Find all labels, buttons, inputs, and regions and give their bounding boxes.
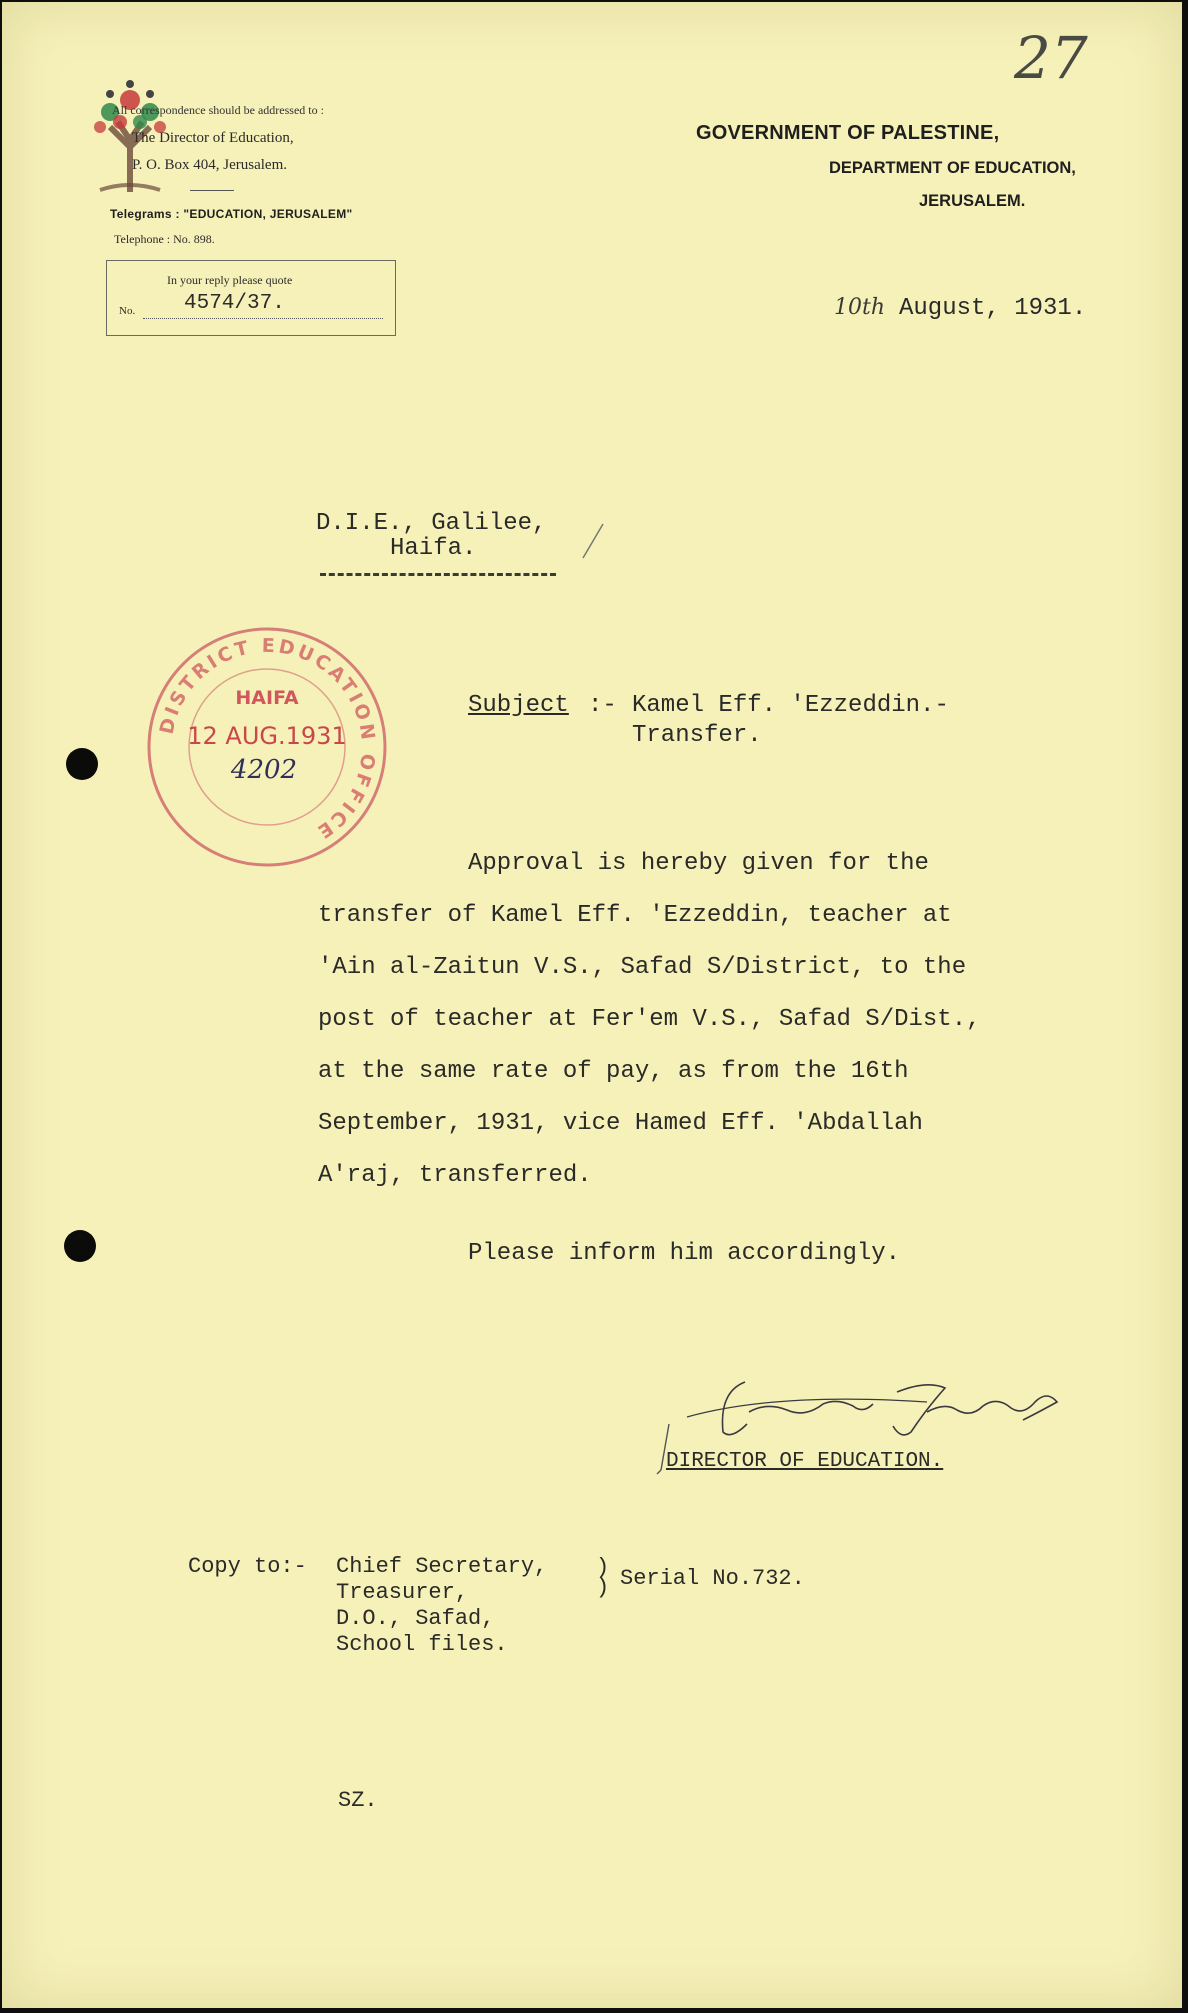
reference-number-label: No. bbox=[119, 305, 136, 317]
letter-sheet bbox=[2, 2, 1182, 2008]
body-line: post of teacher at Fer'em V.S., Safad S/Dist., bbox=[318, 1006, 981, 1033]
letterhead-pobox: P. O. Box 404, Jerusalem. bbox=[132, 157, 287, 173]
date-day-handwritten: 10th bbox=[834, 295, 886, 320]
copy-to-recipient: School files. bbox=[336, 1632, 508, 1657]
government-title: GOVERNMENT OF PALESTINE, bbox=[696, 122, 1000, 144]
reference-caption: In your reply please quote bbox=[167, 273, 293, 287]
department-title: DEPARTMENT OF EDUCATION, bbox=[829, 159, 1076, 177]
stamp-date: 12 AUG.1931 bbox=[187, 722, 347, 750]
body-line: A'raj, transferred. bbox=[318, 1162, 592, 1189]
punch-hole bbox=[64, 1230, 96, 1262]
pencil-tick-mark bbox=[577, 522, 607, 562]
reference-dotted-line bbox=[143, 318, 383, 319]
body-line: September, 1931, vice Hamed Eff. 'Abdallah bbox=[318, 1110, 923, 1137]
department-city: JERUSALEM. bbox=[919, 192, 1026, 210]
letterhead-telegrams: Telegrams : "EDUCATION, JERUSALEM" bbox=[110, 207, 353, 221]
stamp-city: HAIFA bbox=[235, 687, 299, 709]
recipient-line-1: D.I.E., Galilee, bbox=[316, 510, 547, 537]
copy-to-label: Copy to:- bbox=[188, 1554, 307, 1579]
copy-to-recipient: D.O., Safad, bbox=[336, 1606, 495, 1631]
letterhead-director: The Director of Education, bbox=[132, 130, 294, 146]
letterhead-telephone: Telephone : No. 898. bbox=[114, 232, 215, 246]
typist-initials: SZ. bbox=[338, 1788, 378, 1813]
recipient-dashed-rule bbox=[320, 573, 556, 576]
letterhead-addressee-note: All correspondence should be addressed to : bbox=[112, 103, 324, 117]
body-closing-line: Please inform him accordingly. bbox=[468, 1240, 901, 1267]
signature-title: DIRECTOR OF EDUCATION. bbox=[666, 1450, 944, 1473]
subject-separator: :- bbox=[588, 692, 617, 719]
recipient-line-2: Haifa. bbox=[390, 535, 477, 562]
copy-to-recipient: Treasurer, bbox=[336, 1580, 469, 1605]
punch-hole bbox=[66, 748, 98, 780]
copy-to-brace: ) ) bbox=[596, 1555, 610, 1600]
subject-label: Subject bbox=[468, 692, 569, 719]
body-line: 'Ain al-Zaitun V.S., Safad S/District, to the bbox=[318, 954, 967, 981]
copy-to-recipient: Chief Secretary, bbox=[336, 1554, 548, 1579]
serial-number: Serial No.732. bbox=[620, 1566, 805, 1591]
letterhead-rule bbox=[190, 190, 234, 191]
subject-line-1: Kamel Eff. 'Ezzeddin.- bbox=[632, 692, 949, 719]
reference-box bbox=[106, 260, 396, 336]
stamp-ring-text: DISTRICT EDUCATION OFFICE bbox=[155, 634, 380, 844]
subject-line-2: Transfer. bbox=[632, 722, 762, 749]
body-line: at the same rate of pay, as from the 16th bbox=[318, 1058, 909, 1085]
district-office-received-stamp bbox=[142, 622, 392, 872]
body-line: Approval is hereby given for the bbox=[468, 850, 929, 877]
page-number: 27 bbox=[1014, 24, 1088, 92]
body-line: transfer of Kamel Eff. 'Ezzeddin, teacher at bbox=[318, 902, 952, 929]
reference-number: 4574/37. bbox=[184, 292, 285, 315]
date-month-year: August, 1931. bbox=[899, 295, 1087, 322]
stamp-number-handwritten: 4202 bbox=[230, 755, 298, 785]
